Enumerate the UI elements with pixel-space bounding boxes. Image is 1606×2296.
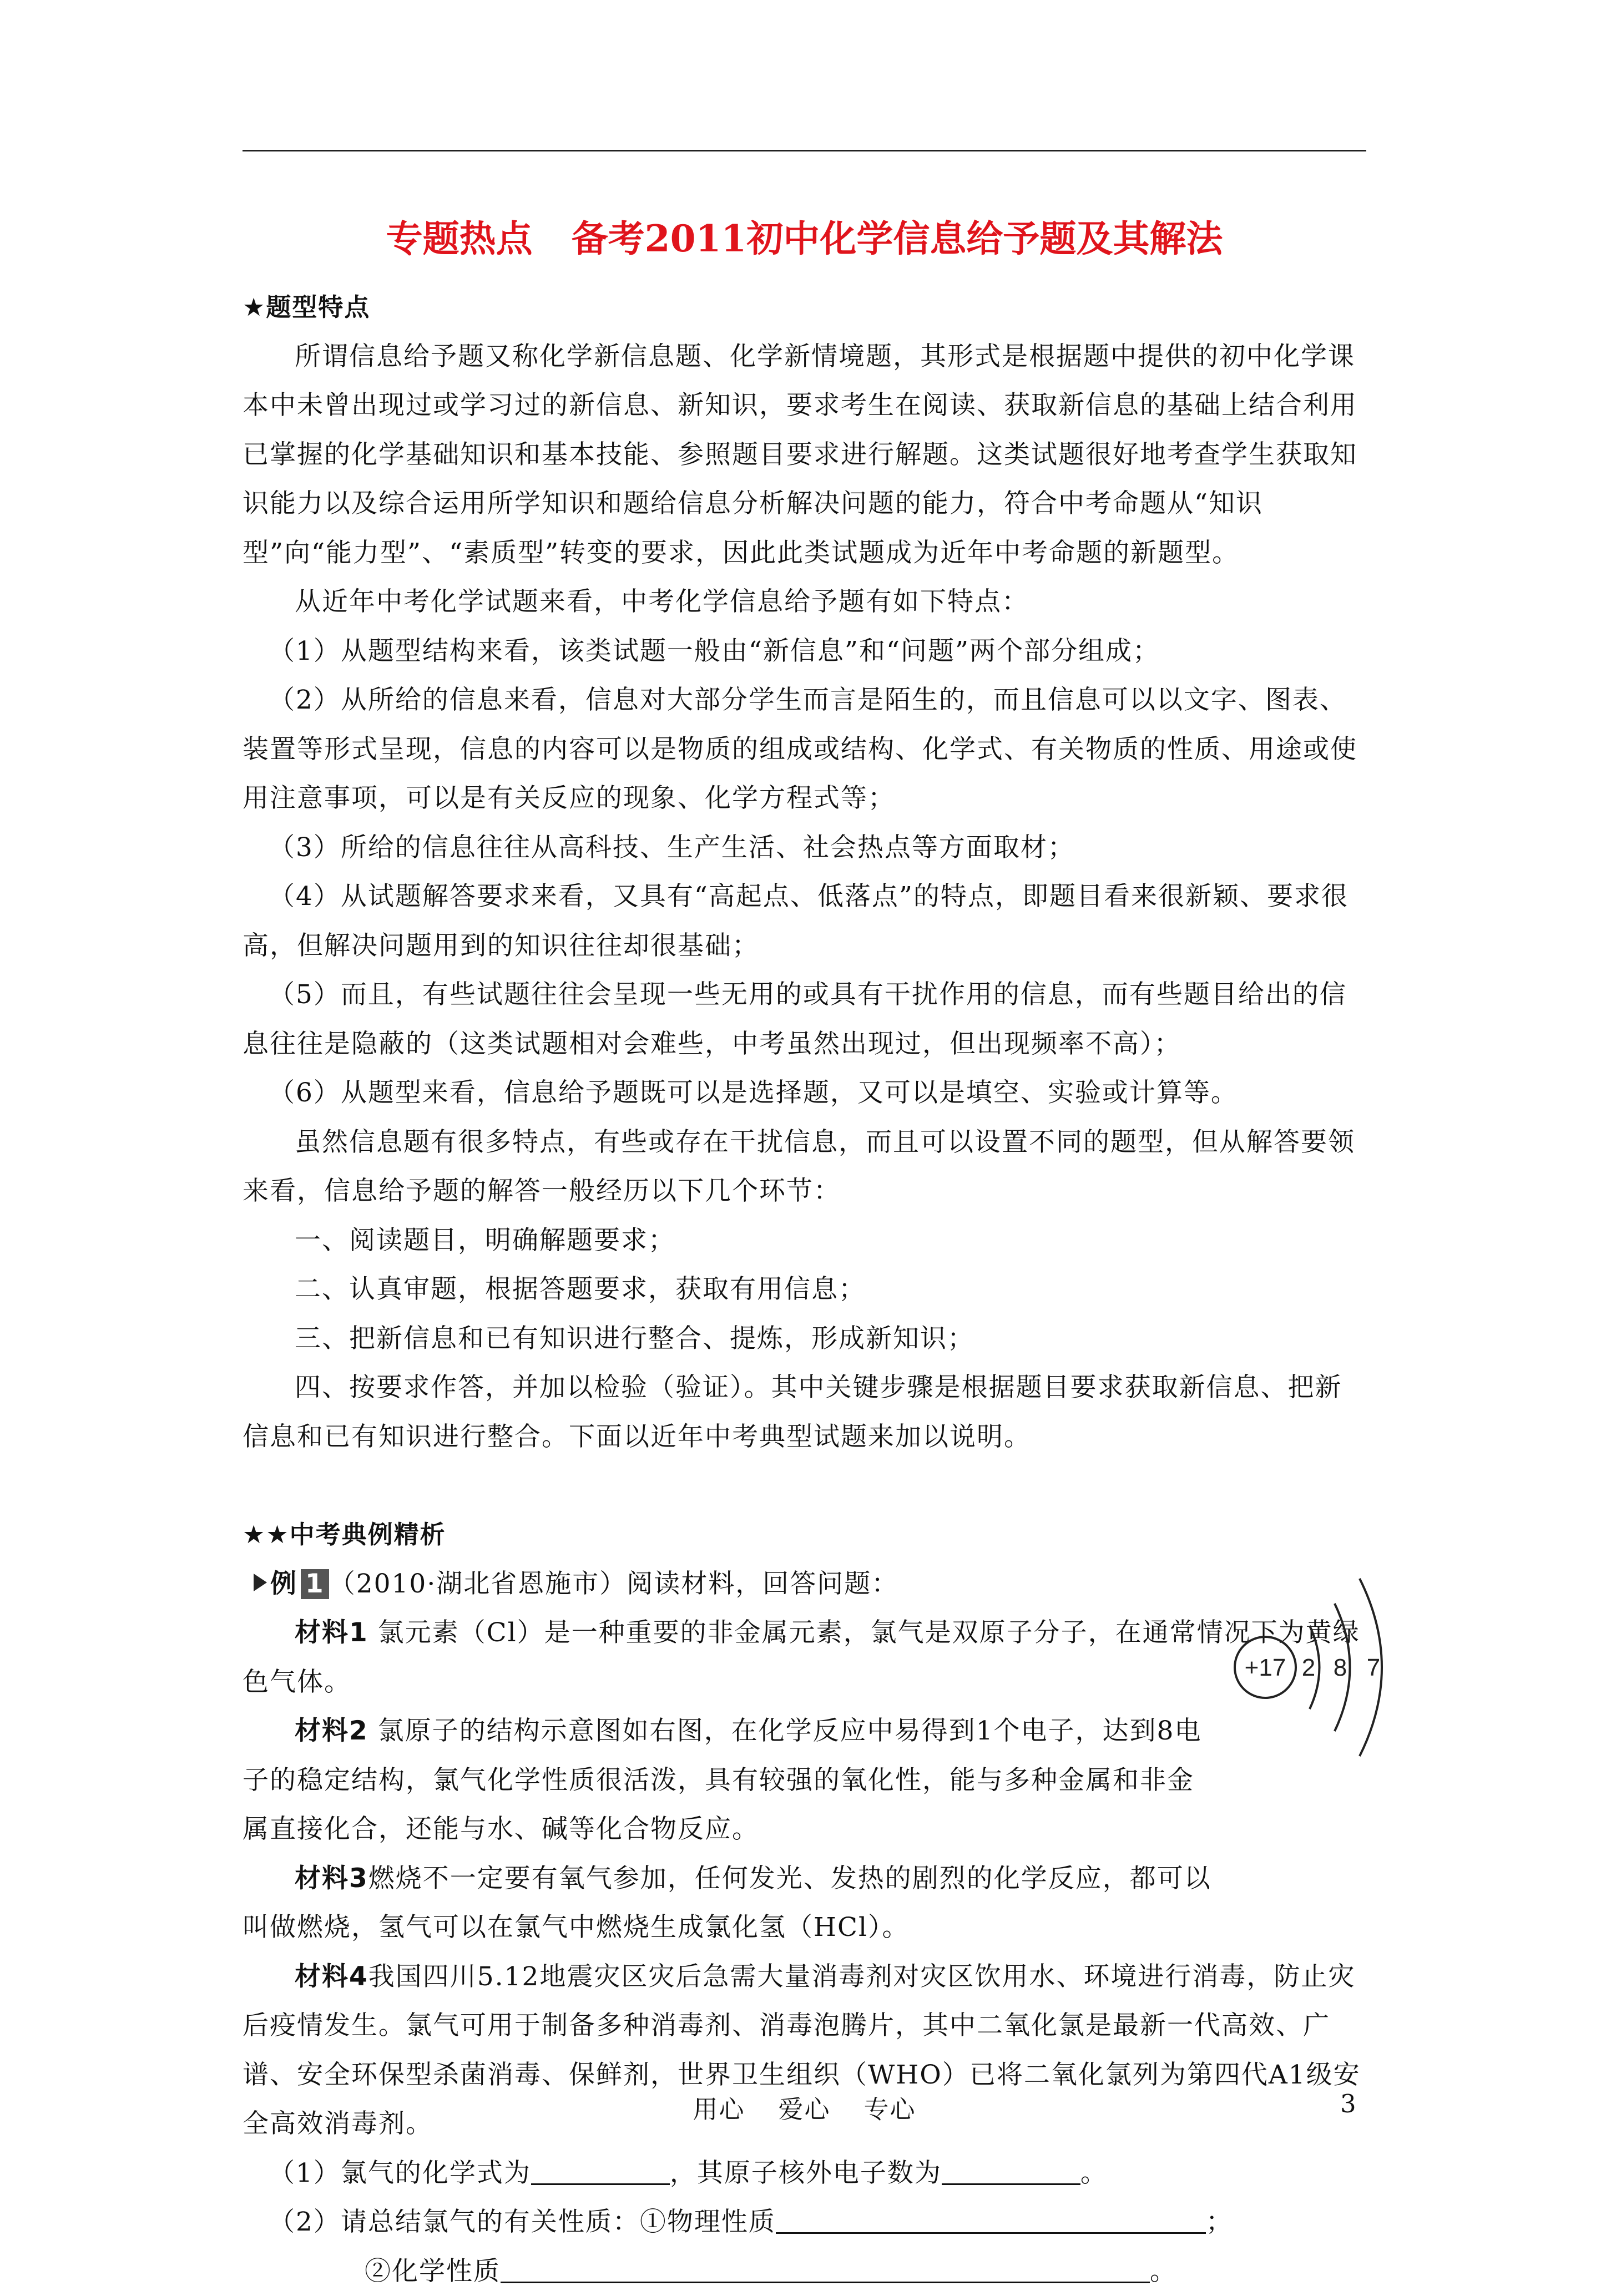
title-part-1: 专题热点 [386, 217, 533, 260]
answer-blank[interactable] [776, 2208, 1206, 2234]
material-label: 材料1 [295, 1617, 368, 1648]
question-text: 。 [1150, 2256, 1177, 2287]
answer-blank[interactable] [531, 2159, 670, 2185]
material-2 [243, 1707, 1214, 1854]
step-item: 一、阅读题目，明确解题要求； [243, 1216, 1366, 1266]
document-body [243, 283, 1366, 2296]
feature-item: （5）而且，有些试题往往会呈现一些无用的或具有干扰作用的信息，而有些题目给出的信息往往是隐蔽的（这类试题相对会难些，中考虽然出现过，但出现频率不高）； [243, 970, 1366, 1069]
example-intro [243, 1560, 1366, 1609]
footer-word: 专心 [864, 2095, 916, 2124]
material-text: 我国四川5.12地震灾区灾后急需大量消毒剂对灾区饮用水、环境进行消毒，防止灾后疫情发生。氯气可用于制备多种消毒剂、消毒泡腾片，其中二氧化氯是最新一代高效、广谱、安全环保型杀菌消毒、保鲜剂，世界卫生组织（WHO）已将二氧化氯列为第四代A1级安全高效消毒剂。 [243, 1961, 1361, 2140]
footer-word: 爱心 [778, 2095, 830, 2124]
answer-blank[interactable] [942, 2159, 1080, 2185]
paragraph: 虽然信息题有很多特点，有些或存在干扰信息，而且可以设置不同的题型，但从解答要领来看，信息给予题的解答一般经历以下几个环节： [243, 1118, 1366, 1216]
material-text: 燃烧不一定要有氧气参加，任何发光、发热的剧烈的化学反应，都可以叫做燃烧，氢气可以在氯气中燃烧生成氯化氢（HCl）。 [243, 1863, 1211, 1943]
question-text: ，其原子核外电子数为 [670, 2158, 942, 2188]
question-1 [243, 2149, 1366, 2198]
shell-electron-count: 8 [1334, 1654, 1347, 1681]
question-text: （1）氯气的化学式为 [269, 2158, 531, 2188]
header-rule [243, 150, 1366, 151]
nucleus-charge: +17 [1245, 1654, 1286, 1681]
page-number: 3 [1340, 2089, 1356, 2118]
step-item: 三、把新信息和已有知识进行整合、提炼，形成新知识； [243, 1314, 1366, 1364]
triangle-marker-icon [254, 1574, 267, 1591]
example-label: 例 [270, 1569, 297, 1599]
material-1 [243, 1609, 1366, 1707]
answer-blank[interactable] [501, 2257, 1150, 2283]
section-heading-features: ★题型特点 [243, 283, 1366, 332]
chlorine-atom-structure-diagram [1226, 1565, 1415, 1764]
step-item: 二、认真审题，根据答题要求，获取有用信息； [243, 1265, 1366, 1314]
section-heading-examples: ★★中考典例精析 [243, 1510, 1366, 1560]
material-label: 材料2 [295, 1716, 368, 1746]
question-text: （2）请总结氯气的有关性质：①物理性质 [269, 2207, 776, 2237]
question-2 [243, 2198, 1366, 2247]
material-3 [243, 1854, 1214, 1953]
paragraph: 从近年中考化学试题来看，中考化学信息给予题有如下特点： [243, 578, 1366, 627]
page-title [243, 214, 1366, 264]
paragraph: 所谓信息给予题又称化学新信息题、化学新情境题，其形式是根据题中提供的初中化学课本中未曾出现过或学习过的新信息、新知识，要求考生在阅读、获取新信息的基础上结合利用已掌握的化学基础知识和基本技能、参照题目要求进行解题。这类试题很好地考查学生获取知识能力以及综合运用所学知识和题给信息分析解决问题的能力，符合中考命题从“知识型”向“能力型”、“素质型”转变的要求，因此此类试题成为近年中考命题的新题型。 [243, 332, 1366, 578]
feature-item: （1）从题型结构来看，该类试题一般由“新信息”和“问题”两个部分组成； [243, 627, 1366, 676]
question-2-part-2 [243, 2247, 1366, 2296]
feature-item: （4）从试题解答要求来看，又具有“高起点、低落点”的特点，即题目看来很新颖、要求很高，但解决问题用到的知识往往却很基础； [243, 872, 1366, 970]
material-label: 材料4 [295, 1961, 368, 1992]
question-text: ； [1206, 2207, 1233, 2237]
material-text: 氯元素（Cl）是一种重要的非金属元素，氯气是双原子分子，在通常情况下为黄绿色气体。 [243, 1617, 1360, 1697]
footer-motto [243, 2089, 1366, 2125]
question-text: 。 [1080, 2158, 1108, 2188]
feature-item: （3）所给的信息往往从高科技、生产生活、社会热点等方面取材； [243, 823, 1366, 873]
footer-word: 用心 [693, 2095, 745, 2124]
feature-item: （6）从题型来看，信息给予题既可以是选择题，又可以是填空、实验或计算等。 [243, 1069, 1366, 1118]
question-text: ②化学性质 [365, 2256, 501, 2287]
example-source: （2010·湖北省恩施市）阅读材料，回答问题： [329, 1569, 899, 1599]
title-part-2: 备考2011初中化学信息给予题及其解法 [572, 217, 1223, 260]
shell-electron-count: 7 [1367, 1654, 1380, 1681]
material-label: 材料3 [295, 1863, 368, 1894]
material-text: 氯原子的结构示意图如右图，在化学反应中易得到1个电子，达到8电子的稳定结构，氯气化学性质很活泼，具有较强的氧化性，能与多种金属和非金属直接化合，还能与水、碱等化合物反应。 [243, 1716, 1201, 1844]
feature-item: （2）从所给的信息来看，信息对大部分学生而言是陌生的，而且信息可以以文字、图表、装置等形式呈现，信息的内容可以是物质的组成或结构、化学式、有关物质的性质、用途或使用注意事项，可以是有关反应的现象、化学方程式等； [243, 676, 1366, 823]
example-number-badge: 1 [301, 1569, 329, 1599]
shell-electron-count: 2 [1302, 1654, 1315, 1681]
step-item: 四、按要求作答，并加以检验（验证）。其中关键步骤是根据题目要求获取新信息、把新信息和已有知识进行整合。下面以近年中考典型试题来加以说明。 [243, 1363, 1366, 1461]
